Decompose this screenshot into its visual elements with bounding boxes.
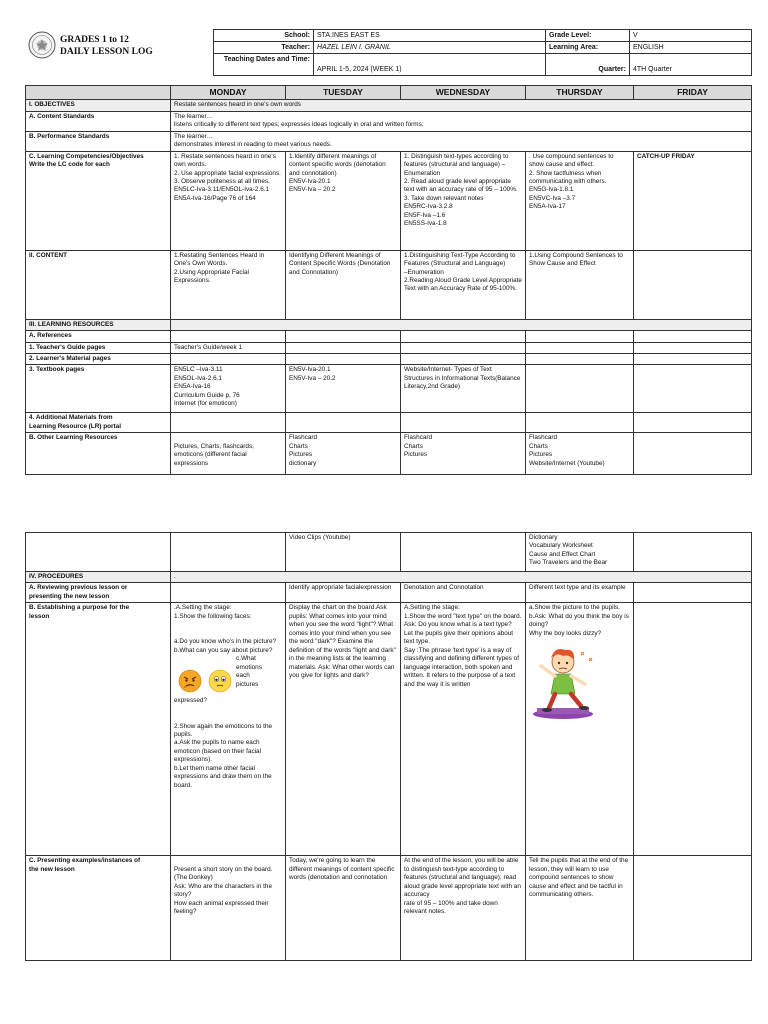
day-header-blank	[26, 86, 171, 100]
additional-materials-label: 4. Additional Materials from Learning Resource (LR) portal	[26, 413, 171, 433]
other-resources-wednesday: Flashcard Charts Pictures	[401, 433, 526, 475]
other-resources-tuesday: Flashcard Charts Pictures dictionary	[286, 433, 401, 475]
learning-resources-label: III. LEARNING RESOURCES	[26, 319, 171, 330]
review-thursday: Different text type and its example	[526, 583, 634, 603]
presenting-tuesday: Today, we're going to learn the different meanings of content specific words (denotation and connotation	[286, 856, 401, 961]
learners-material-label: 2. Learner's Material pages	[26, 354, 171, 365]
objectives-text: Restate sentences heard in one's own words	[171, 100, 752, 111]
procedures-label: IV. PROCEDURES	[26, 572, 171, 583]
presenting-thursday: Tell the pupils that at the end of the lesson, they will learn to use compound sentences to show cause and effect and be tactful in communicating others.	[526, 856, 634, 961]
review-tuesday: Identify appropriate facialexpression	[286, 583, 401, 603]
day-header-tuesday: TUESDAY	[286, 86, 401, 100]
purpose-label: B. Establishing a purpose for the lesson	[26, 603, 171, 856]
references-label: A. References	[26, 331, 171, 342]
content-tuesday: Identifying Different Meanings of Content Specific Words (Denotation and Connotation)	[286, 250, 401, 319]
reviewing-label: A. Reviewing previous lesson or presenting the new lesson	[26, 583, 171, 603]
other-resources-monday: Pictures, Charts, flashcards, emoticons (different facial expressions	[171, 433, 286, 475]
competencies-friday: CATCH-UP FRIDAY	[634, 151, 752, 250]
textbook-monday: EN5LC –Iva-3.11 EN5OL-Iva-2.6.1 EN5A-Iva-16 Curriculum Guide p, 76 Internet (for emoticon)	[171, 365, 286, 413]
competencies-monday: 1. Restate sentences heard in one's own words. 2. Use appropriate facial expressions. 3. Observe politeness at all times. EN5LC-Iva-3.11/EN5OL-Iva-2.6.1 EN5A-Iva-16/Page 76 of 164	[171, 151, 286, 250]
content-thursday: 1.Using Compound Sentences to Show Cause and Effect	[526, 250, 634, 319]
quarter-value: 4TH Quarter	[630, 54, 752, 76]
continued-resources-tuesday: Video Clips (Youtube)	[286, 533, 401, 572]
content-label: II. CONTENT	[26, 250, 171, 319]
textbook-pages-label: 3. Textbook pages	[26, 365, 171, 413]
other-resources-label: B. Other Learning Resources	[26, 433, 171, 475]
teachers-guide-monday: Teacher's Guide/week 1	[171, 342, 286, 353]
content-friday	[634, 250, 752, 319]
teacher-value: HAZEL LEIN I. GRANIL	[314, 42, 546, 54]
continued-resources-thursday: Dictionary Vocabulary Worksheet Cause and Effect Chart Two Travelers and the Bear	[526, 533, 634, 572]
lesson-log-table-page1	[25, 85, 752, 475]
teaching-dates-value: APRIL 1-5, 2024 (WEEK 1)	[314, 54, 546, 76]
competencies-label: C. Learning Competencies/Objectives Write the LC code for each	[26, 151, 171, 250]
presenting-examples-label: C. Presenting examples/instances of the new lesson	[26, 856, 171, 961]
purpose-monday: .A.Setting the stage: 1.Show the following faces: a.Do you know who's in the picture? b.What can you say about picture? c.What emotions each pictures expressed? 2.Show again the emoticons to the pupils. a.Ask the pupils to name each emoticon (based on their facial expressions). b.Let them name other facial expressions and draw them on the board.	[171, 603, 286, 856]
teacher-label: Teacher:	[214, 42, 314, 54]
grade-level-label: Grade Level:	[546, 30, 630, 42]
competencies-thursday: . Use compound sentences to show cause and effect. 2. Show tactfulness when communicating with others. EN5G-Iva-1.8.1 EN5VC-Iva –3.7 EN5A-Iva-17	[526, 151, 634, 250]
form-title-line2: DAILY LESSON LOG	[60, 47, 153, 57]
content-standards-text: The learner… listens critically to different text types; expresses ideas logically in oral and written forms;	[171, 111, 752, 131]
performance-standards-text: The learner… demonstrates interest in reading to meet various needs.	[171, 131, 752, 151]
day-header-friday: FRIDAY	[634, 86, 752, 100]
performance-standards-label: B. Performance Standards	[26, 131, 171, 151]
teaching-dates-label: Teaching Dates and Time:	[214, 54, 314, 76]
learning-area-label: Learning Area:	[546, 42, 630, 54]
school-label: School:	[214, 30, 314, 42]
review-wednesday: Denotation and Connotation	[401, 583, 526, 603]
content-wednesday: 1.Distinguishing Text-Type According to Features (Structural and Language) –Enumeration 2.Reading Aloud Grade Level Appropriate Text with an Accuracy Rate of 95-100%.	[401, 250, 526, 319]
header-info-table	[213, 29, 752, 76]
content-monday: 1.Restating Sentences Heard in One's Own Words. 2.Using Appropriate Facial Expressions.	[171, 250, 286, 319]
day-header-thursday: THURSDAY	[526, 86, 634, 100]
content-standards-label: A. Content Standards	[26, 111, 171, 131]
grade-level-value: V	[630, 30, 752, 42]
competencies-tuesday: 1.Identify different meanings of content specific words (denotation and connotation) EN5V-Iva-20.1 EN5V-Iva – 20.2	[286, 151, 401, 250]
competencies-wednesday: 1. Distinguish text-types according to features (structural and language) – Enumeration 2. Read aloud grade level appropriate text with an accuracy rate of 95 – 100%. 3. Take down relevant notes EN5RC-Iva-3.2.8 EN5F-Iva –1.6 EN5SS-Iva-1.8	[401, 151, 526, 250]
learning-area-value: ENGLISH	[630, 42, 752, 54]
form-title-line1: GRADES 1 to 12	[60, 35, 129, 45]
presenting-wednesday: At the end of the lesson, you will be able to distinguish text-type according to features (structural and language); read aloud grade level appropriate text with an accuracy rate of 95 – 100% and take down relevant notes.	[401, 856, 526, 961]
day-header-wednesday: WEDNESDAY	[401, 86, 526, 100]
purpose-tuesday: Display the chart on the board.Ask pupils: What comes into your mind when you see the word "light"? What comes into your mind when you see the word "dark"? Examine the definition of the words "light and dark" in the meaning lists at the learning materials. Ask: What other words can you give for lights and dark?	[286, 603, 401, 856]
day-header-monday: MONDAY	[171, 86, 286, 100]
teachers-guide-label: 1. Teacher's Guide pages	[26, 342, 171, 353]
dizzy-boy-illustration	[529, 644, 619, 722]
other-resources-thursday: Flashcard Charts Pictures Website/Internet (Youtube)	[526, 433, 634, 475]
presenting-monday: Present a short story on the board. (The Donkey) Ask: Who are the characters in the story? How each animal expressed their feeling?	[171, 856, 286, 961]
purpose-wednesday: A.Setting the stage: 1.Show the word "text type" on the board. Ask: Do you know what is a text type? Let the pupils give their opinions about text type. Say :The phrase 'text type' is a way of classifying and defining different types of language interaction, both spoken and written. It refers to the purpose of a text and the way it is written	[401, 603, 526, 856]
objectives-label: I. OBJECTIVES	[26, 100, 171, 111]
procedures-monday: .	[171, 572, 752, 583]
quarter-label: Quarter:	[546, 54, 630, 76]
purpose-thursday: a.Show the picture to the pupils. b.Ask: What do you think the boy is doing? Why the boy looks dizzy?	[526, 603, 634, 856]
lesson-log-table-page2	[25, 532, 752, 961]
deped-seal-icon	[28, 31, 56, 59]
school-value: STA.INES EAST ES	[314, 30, 546, 42]
textbook-tuesday: EN5V-Iva-20.1 EN5V-Iva – 20.2	[286, 365, 401, 413]
textbook-wednesday: Website/Internet- Types of Text Structures in Informational Texts(Balance Literacy,2nd Grade)	[401, 365, 526, 413]
angry-face-icon	[178, 669, 202, 693]
worried-face-icon	[208, 669, 232, 693]
